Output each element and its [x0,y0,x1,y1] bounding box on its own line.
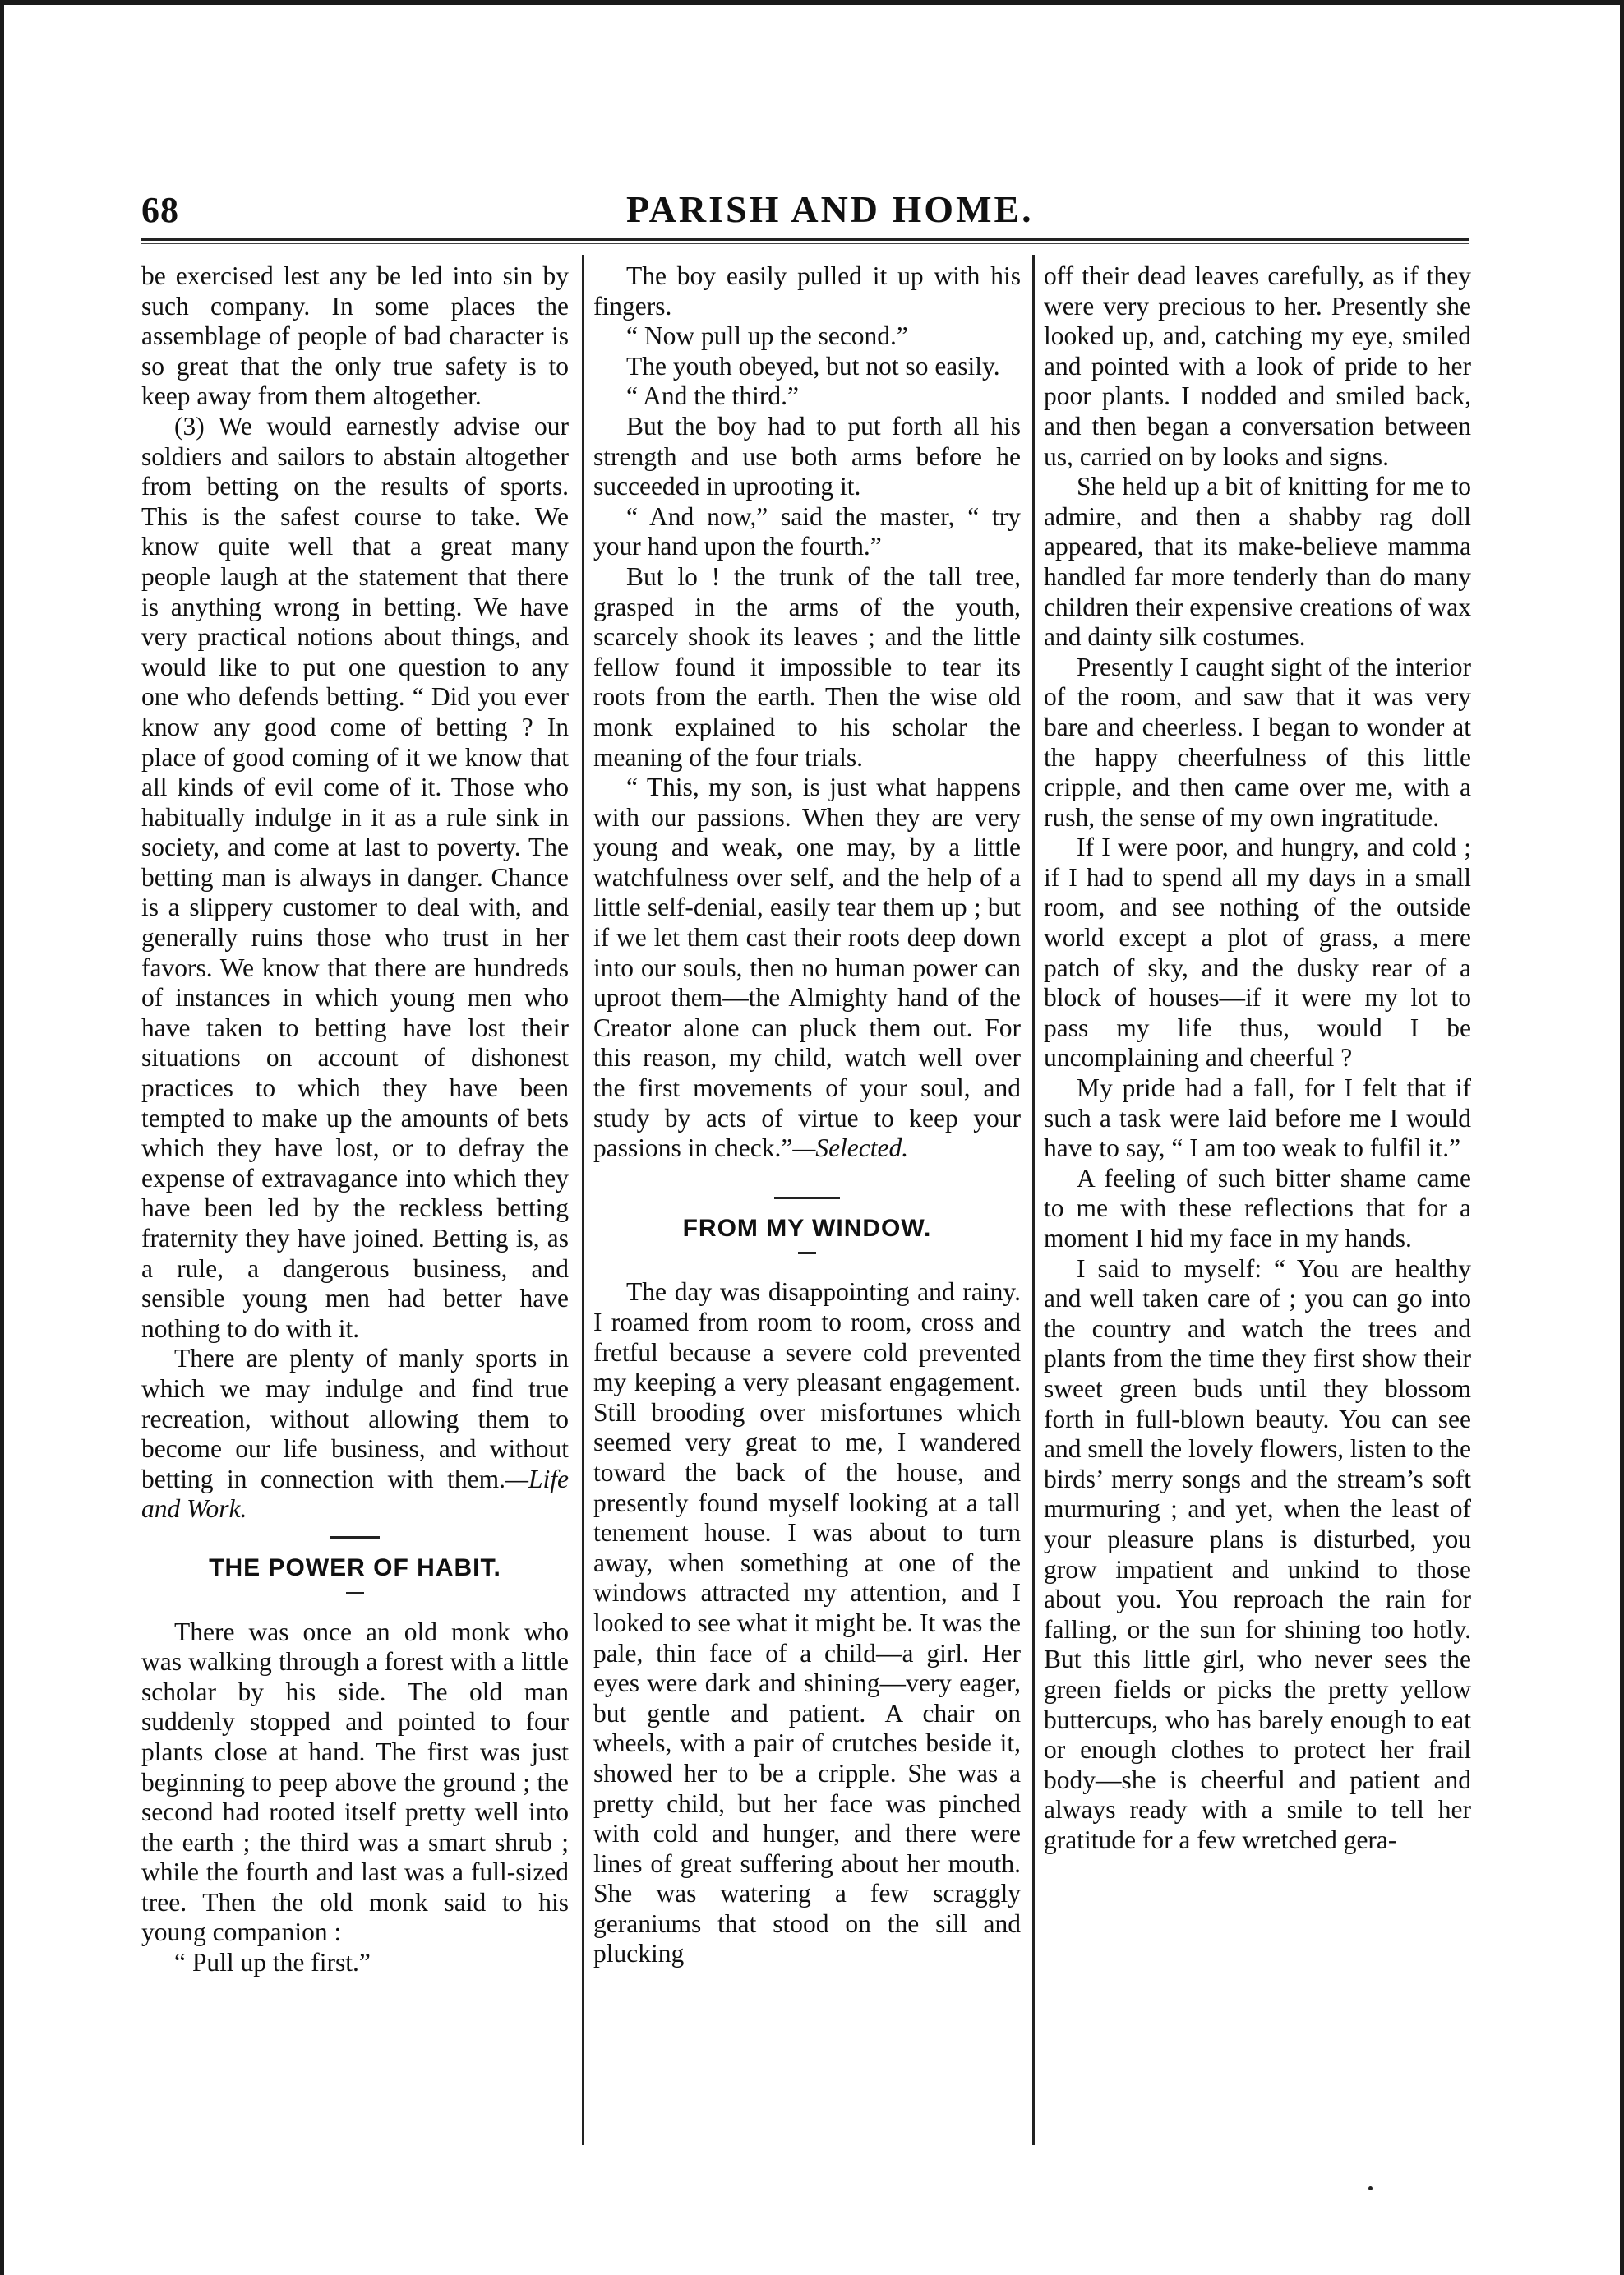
page-header [141,187,1473,237]
heading-dash [346,1592,364,1594]
paragraph: Presently I caught sight of the interior of the room, and saw that it was very bare and cheerless. I began to wonder at the happy cheerfulness of this little cripple, and then came over me, with a rush, the sense of my own ingratitude. [1044,652,1471,832]
paragraph: My pride had a fall, for I felt that if such a task were laid before me I would have to say, “ I am too weak to fulfil it.” [1044,1073,1471,1163]
source-attribution: —Life and Work. [141,1464,569,1524]
paragraph: off their dead leaves carefully, as if they were very precious to her. Presently she looked up, and, catching my eye, smiled and pointed with a look of pride to her poor plants. I nodded and smiled back, and then began a conversation between us, carried on by looks and signs. [1044,261,1471,471]
paragraph: There was once an old monk who was walking through a forest with a little scholar by his side. The old man suddenly stopped and pointed to four plants close at hand. The first was just beginning to peep above the ground ; the second had rooted itself pretty well into the earth ; the third was a smart shrub ; while the fourth and last was a full-sized tree. Then the old monk said to his young companion : [141,1617,569,1947]
running-title: PARISH AND HOME. [626,188,1034,230]
paragraph: But lo ! the trunk of the tall tree, grasped in the arms of the youth, scarcely shook its leaves ; and the little fellow found it impossible to tear its roots from the earth. Then the wise old monk explained to his scholar the meaning of the four trials. [593,561,1021,772]
paragraph: “ And now,” said the master, “ try your hand upon the fourth.” [593,501,1021,561]
paragraph: “ Pull up the first.” [174,1948,371,1977]
column-3 [1044,261,1471,1855]
paragraph: If I were poor, and hungry, and cold ; if I had to spend all my days in a small room, and see nothing of the outside world except a plot of grass, a mere patch of sky, and the dusky rear of a block of houses—if it were my lot to pass my life thus, would I be uncomplaining and cheerful ? [1044,833,1471,1073]
scan-border-right [1620,0,1624,2275]
paragraph-text: “ This, my son, is just what happens with our passions. When they are very young and weak, one may, by a little watchfulness over self, and the help of a little self-denial, easily tear them up ; but if we let them cast their roots deep down into our souls, then no human power can uproot them—the Almighty hand of the Creator alone can pluck them out. For this reason, my child, watch well over the first movements of your soul, and study by acts of virtue to keep your passions in check.” [593,773,1021,1163]
paragraph: The day was disappointing and rainy. I roamed from room to room, cross and fretful because a severe cold prevented my keeping a very pleasant engagement. Still brooding over misfortunes which seemed very great to me, I wandered toward the back of the house, and presently found myself looking at a tall tenement house. I was about to turn away, when something at one of the windows attracted my attention, and I looked to see what it might be. It was the pale, thin face of a child—a girl. Her eyes were dark and shining—very eager, but gentle and patient. A chair on wheels, with a pair of crutches beside it, showed her to be a cripple. She was a pretty child, but her face was pinched with cold and hunger, and there were lines of great suffering about her mouth. She was watering a few scraggly geraniums that stood on the sill and plucking [593,1277,1021,1968]
scan-border-top [0,0,1624,5]
paragraph: “ Now pull up the second.” [626,321,908,351]
scan-speck [1368,2186,1373,2190]
paragraph: I said to myself: “ You are healthy and well taken care of ; you can go into the country and watch the trees and plants from the time they first show their sweet green buds until they blossom forth in full-blown beauty. You can see and smell the lovely flowers, listen to the birds’ merry songs and the stream’s soft murmuring ; and yet, when the least of your pleasure plans is disturbed, you grow impatient and unkind to those about you. You reproach the rain for falling, or the sun for shining too hotly. But this little girl, who never sees the green fields or picks the pretty yellow buttercups, who has barely enough to eat or enough clothes to protect her frail body—she is cheerful and patient and always ready with a smile to tell her gratitude for a few wretched gera- [1044,1253,1471,1854]
source-attribution: —Selected. [792,1133,909,1163]
column-2 [593,261,1021,1969]
paragraph: But the boy had to put forth all his strength and use both arms before he succeeded in uprooting it. [593,411,1021,501]
paragraph: She held up a bit of knitting for me to admire, and then a shabby rag doll appeared, that its make-believe mamma handled far more tenderly than do many children their expensive creations of wax and dainty silk costumes. [1044,472,1471,652]
paragraph: (3) We would earnestly advise our soldiers and sailors to abstain altogether from betting on the results of sports. This is the safest course to take. We know quite well that a great many people laugh at the statement that there is anything wrong in betting. We have very practical notions about things, and would like to put one question to any one who defends betting. “ Did you ever know any good come of betting ? In place of good coming of it we know that all kinds of evil come of it. Those who habitually indulge in it as a rule sink in society, and come at last to poverty. The betting man is always in danger. Chance is a slippery customer to deal with, and generally ruins those who trust in her favors. We know that there are hundreds of instances in which young men who have taken to betting have lost their situations on account of dishonest practices to which they have been tempted to make up the amounts of bets which they have lost, or to defray the expense of extravagance into which they have been led by the reckless betting fraternity they have joined. Betting is, as a rule, a dangerous business, and sensible young men had better have nothing to do with it. [141,411,569,1343]
paragraph: be exercised lest any be led into sin by such company. In some places the assemblage of people of bad character is so great that the only true safety is to keep away from them altogether. [141,261,569,411]
section-rule [774,1197,840,1199]
article-heading: FROM MY WINDOW. [682,1214,932,1242]
page-number: 68 [141,190,179,230]
paragraph: The boy easily pulled it up with his fingers. [593,261,1021,321]
paragraph: The youth obeyed, but not so easily. [626,351,1000,381]
paragraph [141,1344,569,1525]
column-divider-1 [582,255,584,2145]
column-divider-2 [1032,255,1035,2145]
scan-border-left [0,0,4,2275]
header-rule [141,238,1469,241]
heading-dash [798,1252,816,1254]
paragraph: A feeling of such bitter shame came to me with these reflections that for a moment I hid my face in my hands. [1044,1163,1471,1253]
paragraph: “ And the third.” [626,381,799,411]
section-rule [330,1536,380,1539]
article-heading: THE POWER OF HABIT. [209,1553,501,1581]
paragraph [593,773,1021,1164]
header-rule-thin [141,243,1469,244]
paragraph-text: There are plenty of manly sports in which we may indulge and find true recreation, without allowing them to become our life business, and without betting in connection with them. [141,1344,569,1493]
column-1 [141,261,569,1978]
